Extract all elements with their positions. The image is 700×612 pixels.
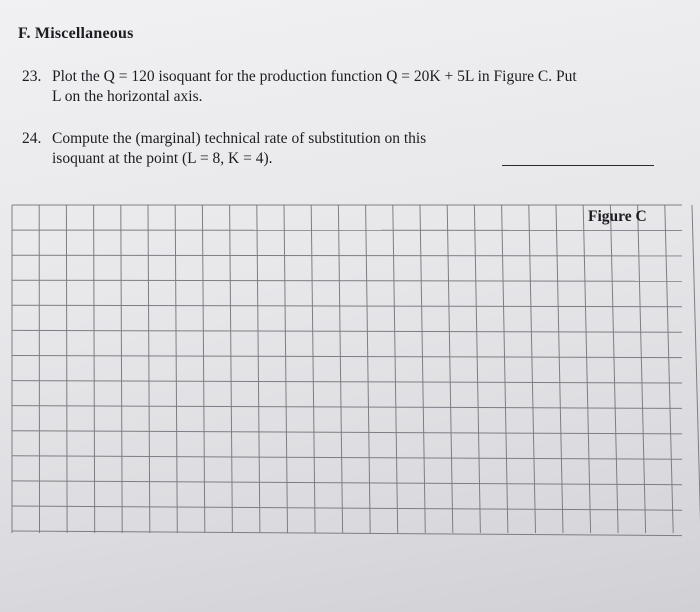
question-line: Compute the (marginal) technical rate of substitution on this (52, 130, 427, 147)
grid-line-vertical (148, 205, 150, 533)
grid-line-horizontal (12, 531, 682, 536)
grid-line-horizontal (12, 280, 682, 281)
grid-line-vertical (692, 205, 700, 533)
grid-line-horizontal (12, 456, 682, 460)
grid-line-horizontal (12, 356, 682, 358)
question-line: L on the horizontal axis. (52, 88, 203, 105)
grid-line-vertical (94, 205, 95, 533)
question-number: 23. (22, 68, 42, 85)
grid-line-horizontal (12, 330, 682, 332)
question-number: 24. (22, 130, 42, 147)
grid-line-vertical (121, 205, 122, 533)
grid-line-vertical (393, 205, 398, 533)
grid-line-horizontal (12, 481, 682, 485)
grid-line-vertical (665, 205, 673, 533)
grid-line-vertical (638, 205, 646, 533)
figure-label: Figure C (588, 208, 647, 225)
grid-line-vertical (257, 205, 260, 533)
grid-line-horizontal (12, 255, 682, 256)
grid-line-vertical (311, 205, 315, 533)
grid-line-vertical (202, 205, 204, 533)
grid-line-horizontal (12, 381, 682, 383)
grid-line-horizontal (12, 431, 682, 434)
grid-line-vertical (230, 205, 233, 533)
grid-line-vertical (284, 205, 288, 533)
grid-line-horizontal (12, 406, 682, 409)
question-line: Plot the Q = 120 isoquant for the production function Q = 20K + 5L in Figure C. Put (52, 68, 577, 85)
section-heading: F. Miscellaneous (18, 25, 134, 42)
grid-line-vertical (66, 205, 67, 533)
grid-line-vertical (338, 205, 342, 533)
grid-line-horizontal (12, 305, 682, 306)
grid-line-vertical (610, 205, 618, 533)
grid-line-vertical (366, 205, 371, 533)
grid-line-horizontal (12, 506, 682, 510)
grid-line-vertical (175, 205, 177, 533)
grid-line-vertical (420, 205, 425, 533)
question-line: isoquant at the point (L = 8, K = 4). (52, 150, 273, 167)
